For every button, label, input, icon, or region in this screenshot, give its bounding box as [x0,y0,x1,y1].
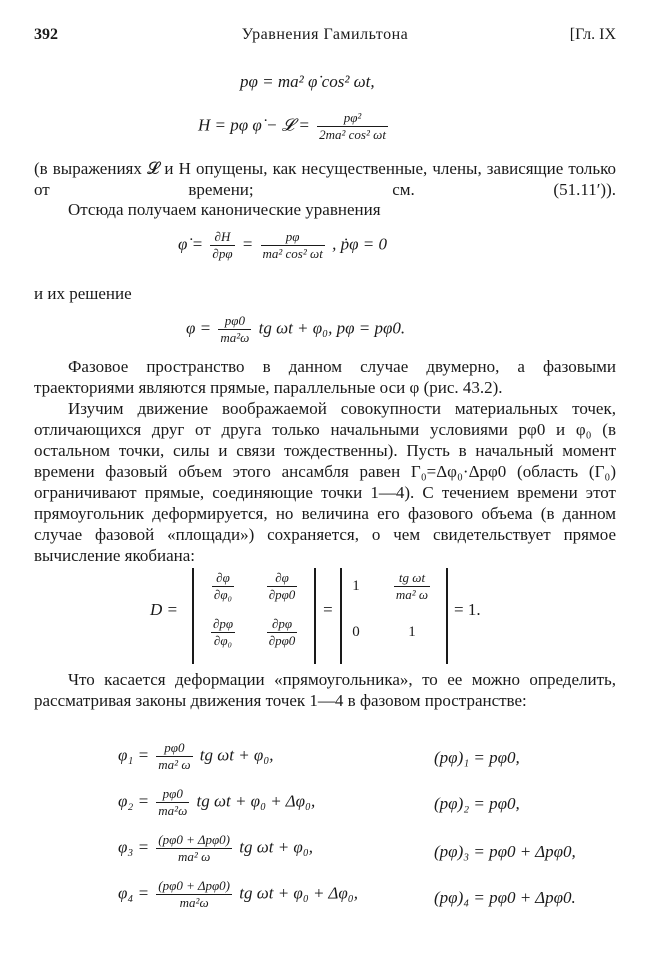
det-bar-left-1 [192,568,194,664]
jacobian-a12: $\frac{\partial\varphi}{\partial p\varphi 0}$ [268,570,296,602]
equation-point-1: φ₁ = $\frac{p\varphi 0}{\text{ma² ω}}$ tg ωt + φ₀, [118,740,274,772]
running-header [34,26,616,48]
equation-canonical: φ̇ = $\frac{\partial H}{\partial p\varphi}$ = $\frac{p\varphi}{\text{ma² cos² ωt}}$ , ṗφ = 0 [178,229,387,261]
equation-momentum-3: (pφ)₃ = pφ0 + Δpφ0, [434,842,576,861]
paragraph-phase-space: Фазовое пространство в данном случае двумерно, а фазовыми траекториями являются прямые, параллельные оси φ (рис. 43.2). [34,357,616,397]
chapter-label: [Гл. IX [569,26,616,43]
jacobian-b21: 0 [352,624,360,640]
det-bar-left-2 [340,568,342,664]
equation-point-4: φ₄ = $\frac{\text{(pφ0 + Δpφ0)}}{\text{ma²ω}}$ tg ωt + φ₀ + Δφ₀, [118,878,358,910]
jacobian-b22: 1 [408,624,416,640]
det-bar-right-1 [314,568,316,664]
jacobian-result: = 1. [454,600,481,619]
equation-momentum-2: (pφ)₂ = pφ0, [434,794,520,813]
jacobian-a21: $\frac{\partial p\varphi}{\text{∂φ₀}}$ [212,616,234,648]
paragraph-deformation: Что касается деформации «прямоугольника», то ее можно определить, рассматривая законы движения точек 1—4 в фазовом пространстве: [34,670,616,710]
equation-momentum-1: (pφ)₁ = pφ0, [434,748,520,767]
jacobian-mid-equals: = [322,600,334,619]
page-number: 392 [34,26,58,43]
equation-solution: φ = $\frac{p\varphi 0}{\text{ma²ω}}$ tg ωt + φ₀, pφ = pφ0. [186,313,406,345]
equation-p-phi: pφ = ma² φ̇ cos² ωt, [240,72,375,91]
jacobian-equation [150,568,550,664]
equation-hamiltonian: H = pφ φ̇ − 𝓛 = $\frac{\text{pφ²}}{\text{2ma² cos² ωt}}$ [198,110,386,142]
paragraph-solution-intro: и их решение [34,284,132,303]
jacobian-lhs: D = [150,600,178,619]
paragraph-canonical-intro: Отсюда получаем канонические уравнения [68,200,381,219]
equation-point-2: φ₂ = $\frac{p\varphi 0}{\text{ma²ω}}$ tg ωt + φ₀ + Δφ₀, [118,786,316,818]
jacobian-a11: $\frac{\partial\varphi}{\text{∂φ₀}}$ [213,570,233,602]
det-bar-right-2 [446,568,448,664]
paragraph-note: (в выражениях 𝓛 и H опущены, как несущественные, члены, зависящие только от времени; см. (51.11′)). [34,159,616,199]
equation-point-3: φ₃ = $\frac{\text{(pφ0 + Δpφ0)}}{\text{ma² ω}}$ tg ωt + φ₀, [118,832,314,864]
jacobian-b12: $\frac{\text{tg ωt}}{\text{ma² ω}}$ [395,570,429,602]
equation-momentum-4: (pφ)₄ = pφ0 + Δpφ0. [434,888,576,907]
jacobian-a22: $\frac{\partial p\varphi}{\partial p\varphi 0}$ [268,616,296,648]
jacobian-b11: 1 [352,578,360,594]
running-title: Уравнения Гамильтона [241,26,409,43]
paragraph-ensemble: Изучим движение воображаемой совокупности материальных точек, отличающихся друг от друга только начальными условиями pφ0 и φ₀ (в остальном точки, силы и связи тождественны). Пусть в начальный момент времени фазовый объем этого ансамбля равен Γ₀=Δφ₀·Δpφ0 (область (Γ₀) ограничивают прямые, соединяющие точки 1—4). С течением времени этот прямоугольник деформируется, но величина его фазового объема (в данном случае фазовой «площади») сохраняется, о чем свидетельствует прямое вычисление якобиана: [34,399,616,565]
